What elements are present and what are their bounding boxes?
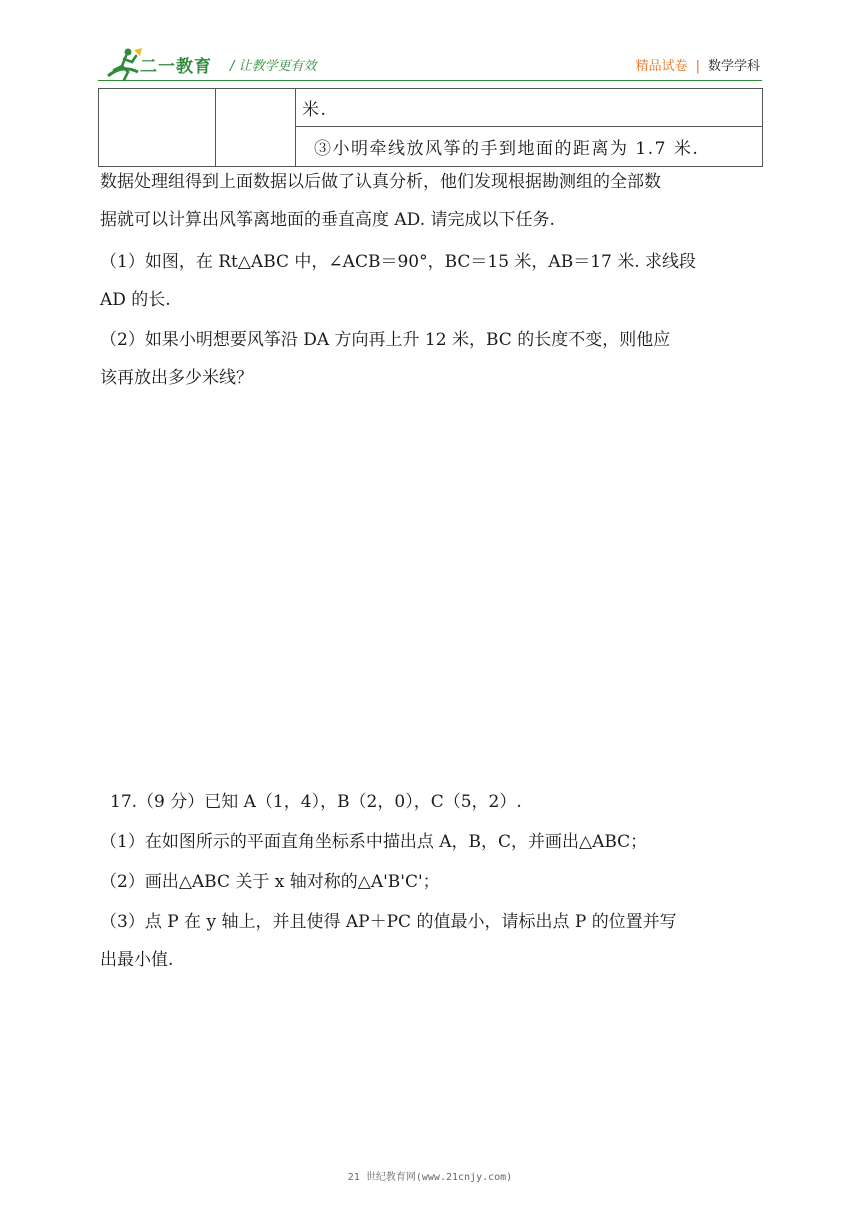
table-row1-text: 米. (302, 100, 328, 120)
q16-part1-line1: （1）如图，在 Rt△ABC 中，∠ACB＝90°，BC＝15 米，AB＝17 米. 求线段 (100, 252, 697, 272)
table-cell-empty-1 (99, 89, 216, 167)
header-subject: 数学学科 (707, 59, 760, 74)
header-divider (98, 80, 762, 81)
survey-data-table (98, 88, 763, 167)
q16-intro-line2: 据就可以计算出风筝离地面的垂直高度 AD. 请完成以下任务. (100, 210, 555, 230)
page-footer: 21 世纪教育网(www.21cnjy.com) (347, 1172, 513, 1183)
page-header (0, 0, 860, 90)
table-cell-row1 (296, 89, 763, 127)
q16-part1-line2: AD 的长. (100, 290, 171, 310)
q16-part2-line1: （2）如果小明想要风筝沿 DA 方向再上升 12 米，BC 的长度不变，则他应 (100, 330, 671, 350)
q17-part3-line2: 出最小值. (100, 950, 174, 970)
q17-part2: （2）画出△ABC 关于 x 轴对称的△A'B'C'； (100, 872, 440, 892)
q16-intro-line1: 数据处理组得到上面数据以后做了认真分析，他们发现根据勘测组的全部数 (100, 172, 661, 192)
table-cell-row2 (296, 127, 763, 167)
q16-part2-line2: 该再放出多少米线？ (100, 368, 253, 388)
table-row2-text: ③小明牵线放风筝的手到地面的距离为 1.7 米. (314, 139, 700, 159)
header-tag: 精品试卷 (635, 59, 688, 74)
header-separator: | (695, 59, 700, 74)
q17-stem: 17.（9 分）已知 A（1，4），B（2，0），C（5，2）. (110, 792, 522, 812)
header-right (636, 55, 760, 74)
q17-part3-line1: （3）点 P 在 y 轴上，并且使得 AP＋PC 的值最小，请标出点 P 的位置并写 (100, 912, 677, 932)
table-cell-empty-2 (216, 89, 296, 167)
header-slogan: / 让教学更有效 (230, 59, 317, 74)
logo-text: 二一教育 (140, 57, 212, 77)
q17-part1: （1）在如图所示的平面直角坐标系中描出点 A，B，C，并画出△ABC； (100, 832, 648, 852)
